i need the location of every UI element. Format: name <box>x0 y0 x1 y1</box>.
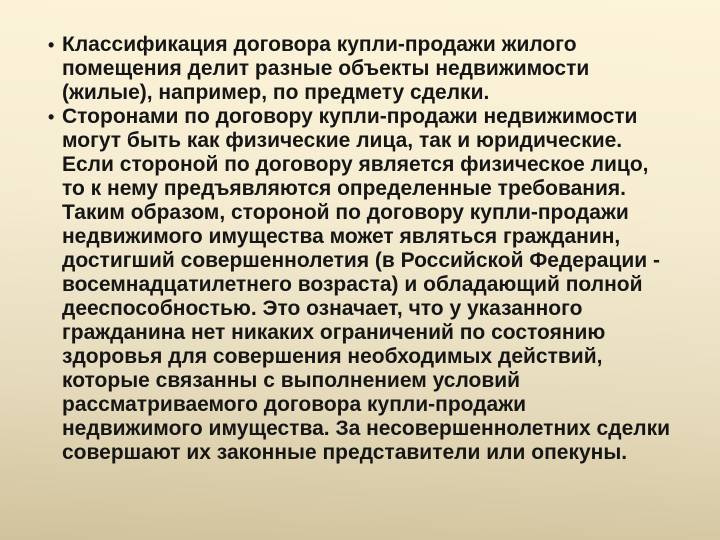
bullet-list <box>48 33 670 465</box>
bullet-text: Сторонами по договору купли-продажи недвижимости могут быть как физические лица, так и юридические. Если стороной по договору является физическое лицо, то к нему предъявляются определенные требования. Таким образом, стороной по договору купли-продажи недвижимого имущества может являться гражданин, достигший совершеннолетия (в Российской Федерации - восемнадцатилетнего возраста) и обладающий полной дееспособностью. Это означает, что у указанного гражданина нет никаких ограничений по состоянию здоровья для совершения необходимых действий, которые связанны с выполнением условий рассматриваемого договора купли-продажи недвижимого имущества. За несовершеннолетних сделки совершают их законные представители или опекуны. <box>62 105 671 464</box>
bullet-text: Классификация договора купли-продажи жилого помещения делит разные объекты недвижимости (жилые), например, по предмету сделки. <box>62 33 590 104</box>
bullet-marker-icon: • <box>48 107 55 127</box>
bullet-item <box>48 33 670 105</box>
bullet-marker-icon: • <box>48 35 55 55</box>
bullet-item <box>48 105 670 465</box>
